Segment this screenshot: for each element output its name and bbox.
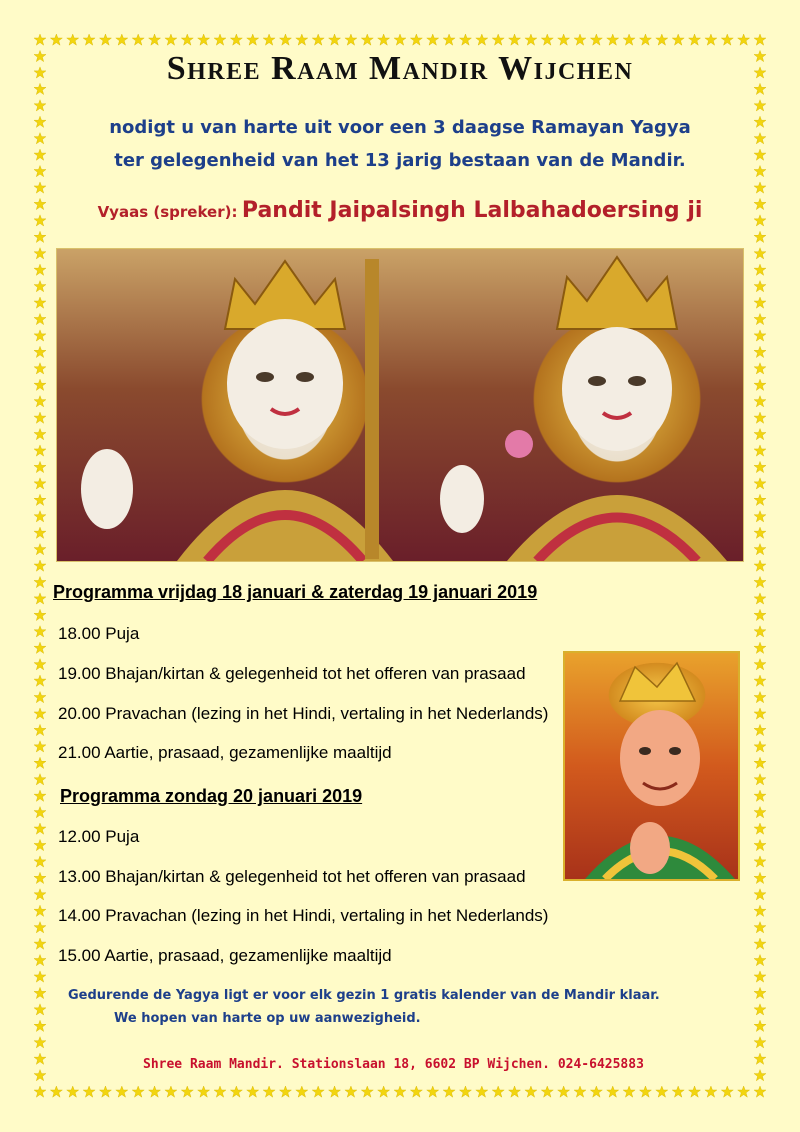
- calendar-note: Gedurende de Yagya ligt er voor elk gezin 1 gratis kalender van de Mandir klaar.: [68, 988, 660, 1003]
- star-icon: [623, 1086, 635, 1097]
- star-icon: [754, 724, 766, 735]
- star-icon: [34, 1053, 46, 1064]
- star-icon: [754, 987, 766, 998]
- star-icon: [34, 363, 46, 374]
- star-icon: [34, 297, 46, 308]
- star-icon: [34, 34, 46, 45]
- program-2-item: 12.00 Puja: [58, 827, 140, 846]
- star-icon: [754, 494, 766, 505]
- star-icon: [754, 675, 766, 686]
- star-icon: [165, 1086, 177, 1097]
- star-icon: [525, 34, 537, 45]
- star-icon: [754, 955, 766, 966]
- star-icon: [443, 34, 455, 45]
- star-icon: [754, 478, 766, 489]
- star-icon: [590, 1086, 602, 1097]
- star-icon: [149, 1086, 161, 1097]
- program-1-item: 21.00 Aartie, prasaad, gezamenlijke maaltijd: [58, 743, 392, 762]
- star-icon: [34, 905, 46, 916]
- star-icon: [492, 1086, 504, 1097]
- star-icon: [459, 34, 471, 45]
- star-icon: [689, 1086, 701, 1097]
- star-icon: [312, 1086, 324, 1097]
- star-icon: [754, 1004, 766, 1015]
- program-2-item: 13.00 Bhajan/kirtan & gelegenheid tot het offeren van prasaad: [58, 867, 526, 886]
- star-icon: [607, 1086, 619, 1097]
- star-icon: [279, 1086, 291, 1097]
- star-icon: [754, 363, 766, 374]
- star-icon: [34, 100, 46, 111]
- star-icon: [754, 708, 766, 719]
- star-icon: [67, 1086, 79, 1097]
- star-icon: [754, 527, 766, 538]
- star-icon: [230, 34, 242, 45]
- star-icon: [754, 609, 766, 620]
- star-icon: [443, 1086, 455, 1097]
- star-icon: [754, 807, 766, 818]
- star-icon: [34, 659, 46, 670]
- star-icon: [214, 34, 226, 45]
- star-icon: [754, 231, 766, 242]
- star-icon: [34, 692, 46, 703]
- star-icon: [181, 34, 193, 45]
- star-icon: [34, 445, 46, 456]
- star-icon: [34, 313, 46, 324]
- star-icon: [378, 34, 390, 45]
- deity-photo: [56, 248, 744, 562]
- star-icon: [754, 412, 766, 423]
- star-icon: [34, 774, 46, 785]
- star-icon: [50, 34, 62, 45]
- star-icon: [754, 330, 766, 341]
- star-icon: [361, 1086, 373, 1097]
- program-1-heading: Programma vrijdag 18 januari & zaterdag 19 januari 2019: [53, 582, 538, 602]
- star-icon: [754, 576, 766, 587]
- star-icon: [672, 1086, 684, 1097]
- star-icon: [738, 1086, 750, 1097]
- star-icon: [34, 609, 46, 620]
- program-1-item: 19.00 Bhajan/kirtan & gelegenheid tot het offeren van prasaad: [58, 664, 526, 683]
- star-icon: [754, 856, 766, 867]
- star-icon: [34, 1020, 46, 1031]
- star-icon: [34, 511, 46, 522]
- star-icon: [378, 1086, 390, 1097]
- star-icon: [34, 708, 46, 719]
- star-icon: [738, 34, 750, 45]
- star-icon: [558, 1086, 570, 1097]
- star-icon: [754, 297, 766, 308]
- program-1-item: 20.00 Pravachan (lezing in het Hindi, vertaling in het Nederlands): [58, 704, 549, 723]
- star-icon: [361, 34, 373, 45]
- invitation-line-1: nodigt u van harte uit voor een 3 daagse Ramayan Yagya: [109, 117, 691, 138]
- star-icon: [329, 1086, 341, 1097]
- star-icon: [754, 626, 766, 637]
- star-icon: [34, 494, 46, 505]
- star-icon: [754, 182, 766, 193]
- program-1-item: 18.00 Puja: [58, 624, 140, 643]
- star-icon: [623, 34, 635, 45]
- star-icon: [198, 1086, 210, 1097]
- star-icon: [705, 1086, 717, 1097]
- star-icon: [34, 823, 46, 834]
- star-icon: [181, 1086, 193, 1097]
- star-icon: [34, 675, 46, 686]
- star-icon: [214, 1086, 226, 1097]
- star-icon: [427, 34, 439, 45]
- star-icon: [34, 396, 46, 407]
- star-icon: [574, 34, 586, 45]
- star-icon: [754, 1020, 766, 1031]
- star-icon: [34, 281, 46, 292]
- star-icon: [754, 839, 766, 850]
- star-icon: [476, 34, 488, 45]
- star-icon: [754, 905, 766, 916]
- star-icon: [689, 34, 701, 45]
- star-icon: [509, 34, 521, 45]
- page-title: Shree Raam Mandir Wijchen: [166, 50, 634, 87]
- star-icon: [754, 379, 766, 390]
- star-icon: [34, 790, 46, 801]
- star-icon: [34, 807, 46, 818]
- star-icon: [394, 34, 406, 45]
- star-icon: [34, 182, 46, 193]
- star-icon: [34, 889, 46, 900]
- star-icon: [34, 971, 46, 982]
- star-icon: [34, 938, 46, 949]
- star-icon: [34, 1037, 46, 1048]
- star-icon: [165, 34, 177, 45]
- star-icon: [34, 922, 46, 933]
- star-icon: [754, 445, 766, 456]
- star-icon: [754, 889, 766, 900]
- star-icon: [754, 511, 766, 522]
- star-icon: [34, 576, 46, 587]
- star-icon: [754, 248, 766, 259]
- program-2-item: 15.00 Aartie, prasaad, gezamenlijke maaltijd: [58, 946, 392, 965]
- star-icon: [459, 1086, 471, 1097]
- star-icon: [558, 34, 570, 45]
- star-icon: [754, 922, 766, 933]
- speaker-line: [0, 198, 800, 223]
- star-icon: [34, 527, 46, 538]
- star-icon: [34, 955, 46, 966]
- star-icon: [34, 856, 46, 867]
- star-icon: [639, 1086, 651, 1097]
- star-icon: [754, 790, 766, 801]
- star-icon: [34, 1070, 46, 1081]
- star-icon: [754, 593, 766, 604]
- star-icon: [754, 34, 766, 45]
- star-icon: [34, 412, 46, 423]
- star-icon: [34, 626, 46, 637]
- star-icon: [198, 34, 210, 45]
- star-icon: [345, 34, 357, 45]
- hanuman-image: [563, 651, 740, 881]
- star-icon: [312, 34, 324, 45]
- star-icon: [279, 34, 291, 45]
- star-icon: [721, 34, 733, 45]
- star-icon: [754, 100, 766, 111]
- star-icon: [34, 839, 46, 850]
- star-icon: [639, 34, 651, 45]
- star-icon: [754, 1053, 766, 1064]
- star-icon: [34, 544, 46, 555]
- star-icon: [754, 313, 766, 324]
- star-icon: [34, 346, 46, 357]
- star-icon: [754, 659, 766, 670]
- star-icon: [492, 34, 504, 45]
- star-icon: [754, 1086, 766, 1097]
- speaker-label: Vyaas (spreker):: [97, 203, 238, 221]
- star-icon: [754, 461, 766, 472]
- star-icon: [754, 823, 766, 834]
- star-icon: [116, 1086, 128, 1097]
- star-icon: [50, 1086, 62, 1097]
- star-icon: [263, 1086, 275, 1097]
- star-icon: [656, 1086, 668, 1097]
- star-icon: [754, 264, 766, 275]
- star-icon: [34, 1004, 46, 1015]
- program-2-heading: Programma zondag 20 januari 2019: [60, 786, 363, 806]
- star-icon: [541, 34, 553, 45]
- footer-address: Shree Raam Mandir. Stationslaan 18, 6602 BP Wijchen. 024-6425883: [143, 1057, 644, 1072]
- star-icon: [34, 741, 46, 752]
- star-icon: [34, 248, 46, 259]
- star-icon: [99, 34, 111, 45]
- star-icon: [263, 34, 275, 45]
- star-icon: [34, 429, 46, 440]
- star-icon: [296, 1086, 308, 1097]
- star-icon: [34, 642, 46, 653]
- star-icon: [754, 692, 766, 703]
- star-icon: [34, 872, 46, 883]
- star-icon: [132, 1086, 144, 1097]
- star-icon: [754, 1070, 766, 1081]
- star-icon: [83, 34, 95, 45]
- star-icon: [230, 1086, 242, 1097]
- star-icon: [34, 1086, 46, 1097]
- star-icon: [754, 938, 766, 949]
- star-icon: [34, 264, 46, 275]
- invitation-line-2: ter gelegenheid van het 13 jarig bestaan van de Mandir.: [114, 150, 686, 171]
- star-icon: [34, 593, 46, 604]
- star-icon: [34, 231, 46, 242]
- star-icon: [149, 34, 161, 45]
- star-icon: [34, 379, 46, 390]
- star-icon: [247, 34, 259, 45]
- star-icon: [132, 34, 144, 45]
- star-icon: [34, 987, 46, 998]
- star-icon: [754, 560, 766, 571]
- star-icon: [34, 478, 46, 489]
- star-icon: [754, 971, 766, 982]
- star-icon: [754, 429, 766, 440]
- star-icon: [541, 1086, 553, 1097]
- star-icon: [67, 34, 79, 45]
- star-icon: [296, 34, 308, 45]
- star-icon: [394, 1086, 406, 1097]
- star-icon: [525, 1086, 537, 1097]
- star-icon: [116, 34, 128, 45]
- program-2-item: 14.00 Pravachan (lezing in het Hindi, vertaling in het Nederlands): [58, 906, 549, 925]
- star-icon: [754, 774, 766, 785]
- speaker-name: Pandit Jaipalsingh Lalbahadoersing ji: [241, 198, 703, 223]
- star-icon: [754, 642, 766, 653]
- star-icon: [754, 757, 766, 768]
- star-icon: [345, 1086, 357, 1097]
- star-icon: [754, 1037, 766, 1048]
- star-icon: [754, 396, 766, 407]
- star-icon: [721, 1086, 733, 1097]
- star-icon: [410, 1086, 422, 1097]
- star-icon: [329, 34, 341, 45]
- star-icon: [754, 281, 766, 292]
- star-icon: [754, 346, 766, 357]
- star-icon: [247, 1086, 259, 1097]
- star-icon: [754, 741, 766, 752]
- star-icon: [574, 1086, 586, 1097]
- star-icon: [476, 1086, 488, 1097]
- star-icon: [590, 34, 602, 45]
- star-icon: [83, 1086, 95, 1097]
- star-icon: [672, 34, 684, 45]
- star-icon: [34, 560, 46, 571]
- star-icon: [34, 724, 46, 735]
- star-icon: [34, 461, 46, 472]
- star-icon: [656, 34, 668, 45]
- star-icon: [34, 757, 46, 768]
- star-icon: [607, 34, 619, 45]
- presence-note: We hopen van harte op uw aanwezigheid.: [114, 1011, 421, 1026]
- star-icon: [754, 872, 766, 883]
- star-icon: [705, 34, 717, 45]
- star-icon: [410, 34, 422, 45]
- star-icon: [427, 1086, 439, 1097]
- star-icon: [99, 1086, 111, 1097]
- star-icon: [509, 1086, 521, 1097]
- star-icon: [34, 330, 46, 341]
- star-icon: [754, 544, 766, 555]
